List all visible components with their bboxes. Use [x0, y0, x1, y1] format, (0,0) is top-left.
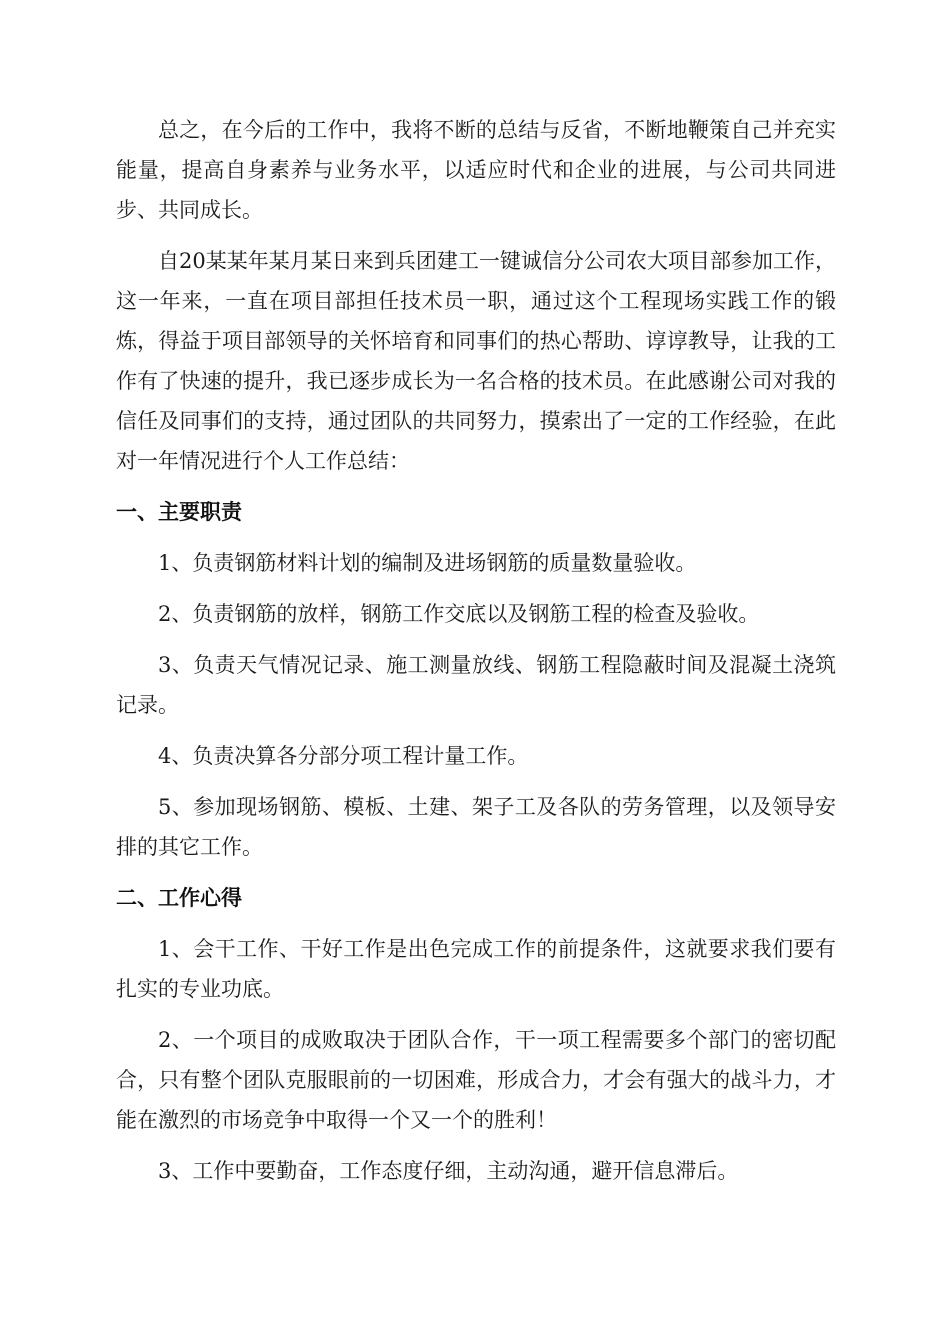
experience-item: 2、一个项目的成败取决于团队合作，干一项工程需要多个部门的密切配合，只有整个团队克服眼前的一切困难，形成合力，才会有强大的战斗力，才能在激烈的市场竞争中取得一个又一个的胜利！ [116, 1028, 836, 1132]
duty-item: 5、参加现场钢筋、模板、土建、架子工及各队的劳务管理，以及领导安排的其它工作。 [116, 795, 836, 859]
duty-item: 4、负责决算各分部分项工程计量工作。 [158, 744, 529, 768]
duty-item: 2、负责钢筋的放样，钢筋工作交底以及钢筋工程的检查及验收。 [158, 602, 760, 626]
section-heading-main-duties: 一、主要职责 [116, 500, 242, 524]
paragraph-conclusion: 总之，在今后的工作中，我将不断的总结与反省，不断地鞭策自己并充实能量，提高自身素养与业务水平，以适应时代和企业的进展，与公司共同进步、共同成长。 [116, 118, 836, 222]
document-body [116, 110, 836, 1202]
duty-item: 3、负责天气情况记录、施工测量放线、钢筋工程隐蔽时间及混凝土浇筑记录。 [116, 653, 836, 717]
section-heading-work-experience: 二、工作心得 [116, 886, 242, 910]
experience-item: 3、工作中要勤奋，工作态度仔细，主动沟通，避开信息滞后。 [158, 1159, 739, 1183]
paragraph-introduction: 自20某某年某月某日来到兵团建工一键诚信分公司农大项目部参加工作，这一年来，一直在项目部担任技术员一职，通过这个工程现场实践工作的锻炼，得益于项目部领导的关怀培育和同事们的热心帮助、谆谆教导，让我的工作有了快速的提升，我已逐步成长为一名合格的技术员。在此感谢公司对我的信任及同事们的支持，通过团队的共同努力，摸索出了一定的工作经验，在此对一年情况进行个人工作总结： [116, 249, 836, 473]
experience-item: 1、会干工作、干好工作是出色完成工作的前提条件，这就要求我们要有扎实的专业功底。 [116, 937, 836, 1001]
duty-item: 1、负责钢筋材料计划的编制及进场钢筋的质量数量验收。 [158, 551, 697, 575]
